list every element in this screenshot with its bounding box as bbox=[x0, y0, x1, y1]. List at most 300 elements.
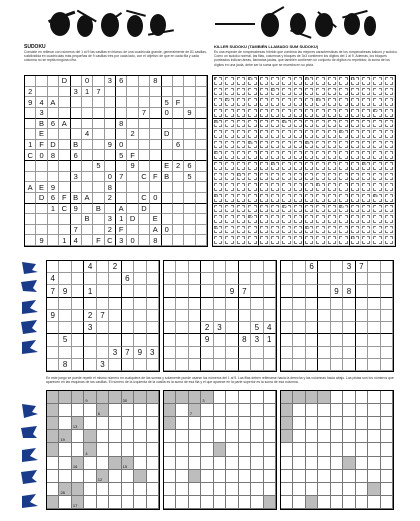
sudoku16-cell[interactable] bbox=[48, 108, 59, 119]
killer-sudoku-grid[interactable] bbox=[212, 75, 396, 247]
kakuro-cell[interactable] bbox=[189, 404, 201, 417]
killer-cell[interactable] bbox=[350, 129, 361, 140]
sudoku16-cell[interactable]: D bbox=[139, 204, 150, 215]
sudoku9-cell[interactable] bbox=[97, 334, 109, 346]
sudoku9-cell[interactable] bbox=[214, 347, 226, 359]
killer-cell[interactable] bbox=[281, 140, 292, 151]
sudoku9-cell[interactable] bbox=[239, 322, 251, 334]
killer-cell[interactable] bbox=[350, 87, 361, 98]
killer-cell[interactable] bbox=[338, 235, 349, 246]
sudoku16-cell[interactable] bbox=[82, 172, 93, 183]
killer-cell[interactable] bbox=[247, 161, 258, 172]
killer-cell[interactable] bbox=[361, 97, 372, 108]
killer-cell[interactable] bbox=[236, 87, 247, 98]
sudoku16-cell[interactable] bbox=[127, 225, 138, 236]
kakuro-cell[interactable] bbox=[343, 496, 355, 509]
kakuro-cell[interactable] bbox=[72, 470, 84, 483]
kakuro-cell[interactable] bbox=[164, 457, 176, 470]
killer-cell[interactable] bbox=[361, 225, 372, 236]
killer-cell[interactable] bbox=[224, 140, 235, 151]
sudoku9-grid-2[interactable] bbox=[163, 260, 277, 372]
killer-cell[interactable] bbox=[259, 119, 270, 130]
sudoku9-cell[interactable] bbox=[306, 298, 318, 310]
sudoku16-cell[interactable] bbox=[162, 76, 173, 87]
sudoku16-cell[interactable]: 3 bbox=[105, 76, 116, 87]
sudoku16-cell[interactable] bbox=[71, 108, 82, 119]
killer-cell[interactable] bbox=[327, 235, 338, 246]
sudoku9-cell[interactable] bbox=[122, 310, 134, 322]
sudoku9-cell[interactable] bbox=[226, 322, 238, 334]
killer-cell[interactable] bbox=[224, 193, 235, 204]
kakuro-cell[interactable] bbox=[134, 404, 146, 417]
sudoku16-cell[interactable] bbox=[162, 182, 173, 193]
kakuro-cell[interactable] bbox=[176, 457, 188, 470]
sudoku9-cell[interactable] bbox=[84, 359, 96, 371]
kakuro-cell[interactable] bbox=[381, 430, 393, 443]
sudoku16-cell[interactable] bbox=[127, 87, 138, 98]
sudoku9-cell[interactable] bbox=[368, 334, 380, 346]
kakuro-cell[interactable] bbox=[239, 430, 251, 443]
sudoku9-cell[interactable] bbox=[293, 310, 305, 322]
kakuro-cell[interactable] bbox=[293, 496, 305, 509]
sudoku9-cell[interactable]: 3 bbox=[84, 322, 96, 334]
killer-cell[interactable] bbox=[259, 108, 270, 119]
sudoku16-cell[interactable]: 5 bbox=[184, 172, 195, 183]
sudoku16-cell[interactable] bbox=[139, 150, 150, 161]
sudoku16-cell[interactable] bbox=[105, 129, 116, 140]
sudoku16-cell[interactable] bbox=[93, 97, 104, 108]
kakuro-cell[interactable] bbox=[176, 430, 188, 443]
sudoku16-cell[interactable]: 5 bbox=[116, 150, 127, 161]
sudoku9-cell[interactable] bbox=[122, 359, 134, 371]
killer-cell[interactable] bbox=[293, 87, 304, 98]
kakuro-cell[interactable] bbox=[164, 443, 176, 456]
sudoku9-cell[interactable] bbox=[134, 273, 146, 285]
kakuro-cell[interactable] bbox=[72, 404, 84, 417]
sudoku16-cell[interactable] bbox=[184, 150, 195, 161]
sudoku9-cell[interactable] bbox=[84, 273, 96, 285]
killer-cell[interactable] bbox=[270, 76, 281, 87]
sudoku9-cell[interactable] bbox=[164, 261, 176, 273]
sudoku9-cell[interactable] bbox=[293, 334, 305, 346]
sudoku16-cell[interactable] bbox=[139, 129, 150, 140]
sudoku9-cell[interactable] bbox=[72, 334, 84, 346]
killer-cell[interactable] bbox=[281, 204, 292, 215]
kakuro-cell[interactable] bbox=[147, 417, 159, 430]
sudoku16-grid[interactable] bbox=[24, 75, 208, 247]
sudoku9-cell[interactable] bbox=[176, 322, 188, 334]
sudoku16-cell[interactable] bbox=[48, 214, 59, 225]
killer-cell[interactable] bbox=[213, 214, 224, 225]
killer-cell[interactable] bbox=[247, 87, 258, 98]
kakuro-cell[interactable] bbox=[176, 470, 188, 483]
sudoku16-cell[interactable]: A bbox=[150, 225, 161, 236]
sudoku16-cell[interactable] bbox=[196, 214, 207, 225]
killer-cell[interactable] bbox=[293, 172, 304, 183]
sudoku9-cell[interactable] bbox=[164, 273, 176, 285]
killer-cell[interactable] bbox=[361, 235, 372, 246]
sudoku9-cell[interactable] bbox=[331, 322, 343, 334]
sudoku16-cell[interactable]: 6 bbox=[116, 76, 127, 87]
killer-cell[interactable] bbox=[213, 87, 224, 98]
sudoku9-cell[interactable] bbox=[164, 347, 176, 359]
killer-cell[interactable] bbox=[384, 150, 395, 161]
sudoku16-cell[interactable]: 9 bbox=[127, 161, 138, 172]
kakuro-cell[interactable] bbox=[201, 470, 213, 483]
kakuro-cell[interactable] bbox=[72, 457, 84, 470]
sudoku16-cell[interactable] bbox=[173, 150, 184, 161]
sudoku9-cell[interactable] bbox=[251, 359, 263, 371]
sudoku9-cell[interactable] bbox=[201, 347, 213, 359]
sudoku16-cell[interactable] bbox=[184, 225, 195, 236]
killer-cell[interactable] bbox=[247, 204, 258, 215]
killer-cell[interactable] bbox=[315, 140, 326, 151]
sudoku9-cell[interactable] bbox=[343, 322, 355, 334]
sudoku9-cell[interactable] bbox=[306, 310, 318, 322]
killer-cell[interactable] bbox=[350, 76, 361, 87]
killer-cell[interactable] bbox=[315, 150, 326, 161]
sudoku9-cell[interactable]: 9 bbox=[201, 334, 213, 346]
sudoku9-cell[interactable] bbox=[164, 359, 176, 371]
kakuro-cell[interactable] bbox=[109, 443, 121, 456]
sudoku9-cell[interactable] bbox=[97, 261, 109, 273]
sudoku16-cell[interactable] bbox=[116, 87, 127, 98]
kakuro-cell[interactable] bbox=[176, 404, 188, 417]
kakuro-cell[interactable] bbox=[264, 404, 276, 417]
sudoku16-cell[interactable] bbox=[196, 129, 207, 140]
sudoku9-cell[interactable] bbox=[368, 273, 380, 285]
sudoku16-cell[interactable] bbox=[184, 87, 195, 98]
sudoku16-cell[interactable] bbox=[93, 140, 104, 151]
sudoku9-cell[interactable] bbox=[239, 347, 251, 359]
killer-cell[interactable] bbox=[315, 193, 326, 204]
kakuro-cell[interactable] bbox=[381, 496, 393, 509]
killer-cell[interactable] bbox=[236, 129, 247, 140]
sudoku16-cell[interactable] bbox=[59, 129, 70, 140]
killer-cell[interactable] bbox=[384, 97, 395, 108]
killer-cell[interactable] bbox=[270, 161, 281, 172]
killer-cell[interactable] bbox=[327, 129, 338, 140]
kakuro-cell[interactable] bbox=[264, 417, 276, 430]
sudoku9-cell[interactable] bbox=[318, 322, 330, 334]
killer-cell[interactable] bbox=[236, 235, 247, 246]
kakuro-cell[interactable] bbox=[264, 470, 276, 483]
sudoku16-cell[interactable]: 0 bbox=[162, 225, 173, 236]
sudoku16-cell[interactable] bbox=[59, 172, 70, 183]
kakuro-cell[interactable] bbox=[109, 404, 121, 417]
sudoku9-cell[interactable] bbox=[318, 310, 330, 322]
killer-cell[interactable] bbox=[259, 225, 270, 236]
kakuro-cell[interactable] bbox=[59, 443, 71, 456]
kakuro-cell[interactable] bbox=[281, 483, 293, 496]
sudoku9-cell[interactable] bbox=[281, 359, 293, 371]
sudoku9-cell[interactable] bbox=[189, 347, 201, 359]
sudoku16-cell[interactable] bbox=[162, 87, 173, 98]
kakuro-cell[interactable] bbox=[318, 483, 330, 496]
sudoku16-cell[interactable]: 1 bbox=[25, 140, 36, 151]
sudoku16-cell[interactable]: 3 bbox=[71, 87, 82, 98]
killer-cell[interactable] bbox=[350, 182, 361, 193]
kakuro-cell[interactable] bbox=[189, 457, 201, 470]
kakuro-cell[interactable] bbox=[381, 417, 393, 430]
sudoku9-cell[interactable] bbox=[201, 273, 213, 285]
sudoku9-cell[interactable] bbox=[331, 310, 343, 322]
sudoku9-cell[interactable] bbox=[264, 347, 276, 359]
sudoku9-cell[interactable] bbox=[343, 347, 355, 359]
killer-cell[interactable] bbox=[361, 119, 372, 130]
sudoku9-cell[interactable]: 7 bbox=[122, 347, 134, 359]
kakuro-cell[interactable] bbox=[59, 483, 71, 496]
sudoku16-cell[interactable] bbox=[150, 108, 161, 119]
sudoku16-cell[interactable] bbox=[82, 119, 93, 130]
killer-cell[interactable] bbox=[338, 161, 349, 172]
killer-cell[interactable] bbox=[338, 97, 349, 108]
sudoku9-cell[interactable] bbox=[84, 298, 96, 310]
killer-cell[interactable] bbox=[304, 235, 315, 246]
sudoku9-cell[interactable] bbox=[47, 334, 59, 346]
sudoku16-cell[interactable]: B bbox=[71, 140, 82, 151]
killer-cell[interactable] bbox=[281, 235, 292, 246]
kakuro-cell[interactable] bbox=[47, 470, 59, 483]
sudoku16-cell[interactable] bbox=[105, 97, 116, 108]
sudoku16-cell[interactable] bbox=[139, 235, 150, 246]
killer-cell[interactable] bbox=[293, 214, 304, 225]
sudoku9-cell[interactable] bbox=[368, 310, 380, 322]
kakuro-cell[interactable] bbox=[343, 483, 355, 496]
sudoku16-cell[interactable] bbox=[25, 129, 36, 140]
sudoku9-cell[interactable]: 9 bbox=[226, 285, 238, 297]
killer-cell[interactable] bbox=[372, 182, 383, 193]
sudoku16-cell[interactable] bbox=[93, 119, 104, 130]
killer-cell[interactable] bbox=[224, 87, 235, 98]
sudoku16-cell[interactable] bbox=[71, 214, 82, 225]
kakuro-cell[interactable] bbox=[331, 391, 343, 404]
kakuro-cell[interactable] bbox=[97, 483, 109, 496]
kakuro-cell[interactable] bbox=[164, 483, 176, 496]
kakuro-cell[interactable] bbox=[368, 457, 380, 470]
killer-cell[interactable] bbox=[224, 119, 235, 130]
killer-cell[interactable] bbox=[259, 214, 270, 225]
sudoku16-cell[interactable] bbox=[196, 76, 207, 87]
killer-cell[interactable] bbox=[315, 129, 326, 140]
kakuro-cell[interactable] bbox=[109, 470, 121, 483]
sudoku9-cell[interactable] bbox=[226, 334, 238, 346]
sudoku16-cell[interactable] bbox=[139, 119, 150, 130]
sudoku16-cell[interactable] bbox=[173, 129, 184, 140]
sudoku9-cell[interactable] bbox=[176, 261, 188, 273]
sudoku9-cell[interactable] bbox=[226, 273, 238, 285]
sudoku16-cell[interactable] bbox=[71, 161, 82, 172]
sudoku16-cell[interactable] bbox=[71, 182, 82, 193]
sudoku9-cell[interactable] bbox=[264, 273, 276, 285]
kakuro-cell[interactable] bbox=[331, 430, 343, 443]
sudoku9-cell[interactable] bbox=[147, 322, 159, 334]
killer-cell[interactable] bbox=[270, 108, 281, 119]
killer-cell[interactable] bbox=[213, 235, 224, 246]
sudoku9-cell[interactable]: 3 bbox=[109, 347, 121, 359]
sudoku9-cell[interactable] bbox=[281, 310, 293, 322]
sudoku16-cell[interactable]: B bbox=[36, 119, 47, 130]
sudoku16-cell[interactable]: C bbox=[139, 172, 150, 183]
sudoku9-cell[interactable] bbox=[189, 322, 201, 334]
killer-cell[interactable] bbox=[304, 161, 315, 172]
kakuro-cell[interactable] bbox=[214, 417, 226, 430]
kakuro-cell[interactable] bbox=[356, 457, 368, 470]
kakuro-cell[interactable] bbox=[331, 443, 343, 456]
sudoku9-cell[interactable]: 3 bbox=[251, 334, 263, 346]
killer-cell[interactable] bbox=[270, 214, 281, 225]
killer-cell[interactable] bbox=[350, 204, 361, 215]
sudoku9-cell[interactable] bbox=[281, 298, 293, 310]
killer-cell[interactable] bbox=[350, 140, 361, 151]
sudoku16-cell[interactable]: A bbox=[59, 119, 70, 130]
sudoku16-cell[interactable] bbox=[105, 119, 116, 130]
sudoku9-cell[interactable] bbox=[281, 273, 293, 285]
killer-cell[interactable] bbox=[259, 193, 270, 204]
sudoku16-cell[interactable]: 0 bbox=[150, 193, 161, 204]
sudoku9-cell[interactable] bbox=[164, 298, 176, 310]
sudoku16-cell[interactable] bbox=[139, 225, 150, 236]
sudoku16-cell[interactable] bbox=[139, 140, 150, 151]
kakuro-cell[interactable] bbox=[226, 417, 238, 430]
sudoku16-cell[interactable] bbox=[116, 97, 127, 108]
sudoku16-cell[interactable] bbox=[196, 172, 207, 183]
sudoku16-cell[interactable] bbox=[25, 225, 36, 236]
sudoku16-cell[interactable] bbox=[48, 161, 59, 172]
kakuro-cell[interactable] bbox=[214, 391, 226, 404]
sudoku16-cell[interactable] bbox=[25, 214, 36, 225]
killer-cell[interactable] bbox=[247, 108, 258, 119]
sudoku9-cell[interactable]: 2 bbox=[84, 310, 96, 322]
kakuro-cell[interactable] bbox=[109, 496, 121, 509]
kakuro-cell[interactable] bbox=[251, 391, 263, 404]
kakuro-cell[interactable] bbox=[356, 470, 368, 483]
sudoku16-cell[interactable] bbox=[59, 150, 70, 161]
killer-cell[interactable] bbox=[224, 172, 235, 183]
killer-cell[interactable] bbox=[304, 214, 315, 225]
sudoku9-cell[interactable] bbox=[331, 273, 343, 285]
sudoku16-cell[interactable] bbox=[173, 204, 184, 215]
killer-cell[interactable] bbox=[281, 182, 292, 193]
kakuro-cell[interactable] bbox=[343, 404, 355, 417]
sudoku9-cell[interactable] bbox=[356, 298, 368, 310]
sudoku16-cell[interactable]: A bbox=[82, 193, 93, 204]
sudoku16-cell[interactable] bbox=[36, 214, 47, 225]
kakuro-cell[interactable] bbox=[251, 404, 263, 417]
kakuro-cell[interactable] bbox=[251, 457, 263, 470]
killer-cell[interactable] bbox=[361, 172, 372, 183]
sudoku9-cell[interactable] bbox=[47, 359, 59, 371]
kakuro-cell[interactable] bbox=[164, 470, 176, 483]
sudoku16-cell[interactable]: E bbox=[36, 182, 47, 193]
killer-cell[interactable] bbox=[315, 182, 326, 193]
sudoku16-cell[interactable]: 2 bbox=[105, 225, 116, 236]
killer-cell[interactable] bbox=[338, 87, 349, 98]
sudoku16-cell[interactable] bbox=[173, 235, 184, 246]
killer-cell[interactable] bbox=[259, 140, 270, 151]
sudoku16-cell[interactable]: 7 bbox=[139, 108, 150, 119]
sudoku16-cell[interactable] bbox=[173, 87, 184, 98]
killer-cell[interactable] bbox=[384, 140, 395, 151]
kakuro-cell[interactable] bbox=[356, 496, 368, 509]
sudoku9-cell[interactable] bbox=[381, 273, 393, 285]
kakuro-cell[interactable] bbox=[331, 404, 343, 417]
sudoku16-cell[interactable] bbox=[59, 140, 70, 151]
sudoku16-cell[interactable]: D bbox=[127, 214, 138, 225]
sudoku9-cell[interactable] bbox=[47, 261, 59, 273]
kakuro-cell[interactable] bbox=[84, 470, 96, 483]
killer-cell[interactable] bbox=[315, 87, 326, 98]
killer-cell[interactable] bbox=[384, 182, 395, 193]
killer-cell[interactable] bbox=[281, 129, 292, 140]
killer-cell[interactable] bbox=[281, 225, 292, 236]
killer-cell[interactable] bbox=[372, 76, 383, 87]
sudoku9-cell[interactable] bbox=[226, 359, 238, 371]
sudoku16-cell[interactable] bbox=[59, 87, 70, 98]
killer-cell[interactable] bbox=[384, 87, 395, 98]
sudoku16-cell[interactable]: B bbox=[162, 172, 173, 183]
sudoku16-cell[interactable] bbox=[139, 87, 150, 98]
sudoku16-cell[interactable] bbox=[150, 119, 161, 130]
sudoku9-cell[interactable] bbox=[381, 322, 393, 334]
sudoku9-cell[interactable] bbox=[306, 334, 318, 346]
kakuro-cell[interactable] bbox=[331, 417, 343, 430]
kakuro-cell[interactable] bbox=[134, 430, 146, 443]
killer-cell[interactable] bbox=[327, 161, 338, 172]
sudoku16-cell[interactable] bbox=[48, 129, 59, 140]
sudoku9-cell[interactable] bbox=[72, 359, 84, 371]
kakuro-cell[interactable] bbox=[381, 443, 393, 456]
kakuro-cell[interactable] bbox=[331, 483, 343, 496]
killer-cell[interactable] bbox=[213, 204, 224, 215]
killer-cell[interactable] bbox=[304, 119, 315, 130]
sudoku9-cell[interactable] bbox=[189, 285, 201, 297]
sudoku9-cell[interactable] bbox=[109, 322, 121, 334]
kakuro-cell[interactable] bbox=[293, 417, 305, 430]
sudoku16-cell[interactable]: 3 bbox=[105, 214, 116, 225]
kakuro-cell[interactable] bbox=[226, 457, 238, 470]
sudoku9-cell[interactable] bbox=[147, 298, 159, 310]
sudoku9-cell[interactable] bbox=[214, 310, 226, 322]
killer-cell[interactable] bbox=[236, 225, 247, 236]
killer-cell[interactable] bbox=[384, 204, 395, 215]
sudoku16-cell[interactable] bbox=[127, 97, 138, 108]
sudoku16-cell[interactable]: E bbox=[150, 214, 161, 225]
killer-cell[interactable] bbox=[281, 119, 292, 130]
killer-cell[interactable] bbox=[372, 129, 383, 140]
killer-cell[interactable] bbox=[259, 172, 270, 183]
sudoku9-cell[interactable] bbox=[239, 359, 251, 371]
sudoku9-cell[interactable] bbox=[176, 273, 188, 285]
kakuro-cell[interactable] bbox=[368, 496, 380, 509]
sudoku16-cell[interactable]: F bbox=[93, 235, 104, 246]
sudoku16-cell[interactable] bbox=[105, 87, 116, 98]
kakuro-cell[interactable] bbox=[318, 417, 330, 430]
killer-cell[interactable] bbox=[293, 225, 304, 236]
sudoku9-cell[interactable] bbox=[189, 261, 201, 273]
sudoku9-cell[interactable] bbox=[356, 334, 368, 346]
sudoku16-cell[interactable] bbox=[162, 150, 173, 161]
sudoku9-cell[interactable] bbox=[109, 298, 121, 310]
sudoku16-cell[interactable]: 6 bbox=[184, 161, 195, 172]
sudoku9-cell[interactable] bbox=[72, 347, 84, 359]
sudoku9-cell[interactable] bbox=[201, 261, 213, 273]
killer-cell[interactable] bbox=[384, 214, 395, 225]
sudoku9-cell[interactable] bbox=[368, 285, 380, 297]
killer-cell[interactable] bbox=[327, 97, 338, 108]
killer-cell[interactable] bbox=[213, 225, 224, 236]
kakuro-cell[interactable] bbox=[293, 483, 305, 496]
